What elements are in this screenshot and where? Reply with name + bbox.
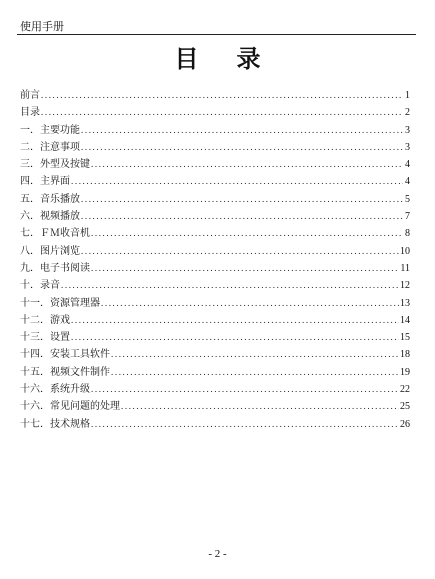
toc-entry[interactable]	[20, 225, 410, 242]
dot-leader	[41, 104, 403, 121]
toc-entry-label: 四．主界面	[20, 176, 70, 188]
table-of-contents	[20, 87, 410, 433]
dot-leader	[101, 295, 399, 312]
toc-entry-page: 11	[400, 262, 410, 274]
dot-leader	[91, 381, 399, 398]
toc-entry-label: 十．录音	[20, 280, 60, 292]
toc-entry[interactable]	[20, 87, 410, 104]
toc-entry-label: 六．视频播放	[20, 211, 80, 223]
toc-entry[interactable]	[20, 329, 410, 346]
toc-entry[interactable]	[20, 243, 410, 260]
toc-entry-page: 10	[400, 245, 410, 257]
dot-leader	[81, 191, 403, 208]
toc-entry-label: 前言	[20, 90, 40, 101]
toc-entry-label: 目录	[20, 107, 40, 119]
dot-leader	[71, 312, 399, 329]
toc-entry-page: 7	[405, 211, 410, 223]
toc-entry-label: 十三．设置	[20, 332, 70, 344]
running-header: 使用手册	[20, 20, 64, 33]
toc-entry[interactable]	[20, 122, 410, 139]
toc-entry[interactable]	[20, 173, 410, 190]
dot-leader	[111, 346, 399, 363]
toc-entry-label: 十二．游戏	[20, 314, 70, 326]
toc-entry-page: 8	[405, 228, 410, 240]
toc-entry-page: 19	[400, 366, 410, 378]
toc-entry[interactable]	[20, 208, 410, 225]
dot-leader	[71, 329, 399, 346]
dot-leader	[91, 225, 403, 242]
dot-leader	[61, 277, 399, 294]
toc-entry-label: 二．注意事项	[20, 141, 80, 153]
toc-entry-label: 八．图片浏览	[20, 245, 80, 257]
toc-entry-label: 五．音乐播放	[20, 193, 80, 205]
toc-entry-label: 十一．资源管理器	[20, 297, 100, 309]
dot-leader	[41, 87, 403, 104]
toc-entry[interactable]	[20, 398, 410, 415]
toc-entry[interactable]	[20, 416, 410, 433]
toc-entry[interactable]	[20, 277, 410, 294]
toc-entry[interactable]	[20, 312, 410, 329]
toc-entry-page: 22	[400, 384, 410, 396]
toc-entry[interactable]	[20, 191, 410, 208]
toc-entry-page: 5	[405, 193, 410, 205]
toc-entry-page: 12	[400, 280, 410, 292]
toc-entry-label: 十六．系统升级	[20, 384, 90, 396]
toc-entry-page: 3	[405, 124, 410, 136]
toc-entry-page: 13	[400, 297, 410, 309]
toc-entry[interactable]	[20, 139, 410, 156]
toc-entry[interactable]	[20, 260, 410, 277]
toc-entry-page: 3	[405, 141, 410, 153]
header-rule	[17, 34, 416, 35]
dot-leader	[81, 139, 403, 156]
page-title: 目录	[174, 45, 299, 73]
toc-entry-label: 十六．常见问题的处理	[20, 401, 120, 413]
toc-entry[interactable]	[20, 156, 410, 173]
dot-leader	[81, 243, 399, 260]
page-number: - 2 -	[208, 548, 227, 560]
dot-leader	[81, 122, 403, 139]
toc-entry-label: 十五．视频文件制作	[20, 366, 110, 378]
toc-entry-label: 十七．技术规格	[20, 418, 90, 430]
toc-entry-label: 七．ＦＭ收音机	[20, 228, 90, 240]
toc-entry-page: 26	[400, 418, 410, 430]
toc-entry-page: 2	[405, 107, 410, 119]
toc-entry[interactable]	[20, 295, 410, 312]
toc-entry-page: 15	[400, 332, 410, 344]
toc-entry[interactable]	[20, 104, 410, 121]
toc-entry-page: 18	[400, 349, 410, 361]
toc-entry-page: 4	[405, 176, 410, 188]
dot-leader	[81, 208, 403, 225]
dot-leader	[91, 260, 399, 277]
dot-leader	[71, 173, 403, 190]
dot-leader	[91, 416, 399, 433]
toc-entry-page: 4	[405, 159, 410, 171]
toc-entry-page: 14	[400, 314, 410, 326]
toc-entry[interactable]	[20, 346, 410, 363]
toc-entry[interactable]	[20, 364, 410, 381]
toc-entry-label: 一．主要功能	[20, 124, 80, 136]
toc-entry-page: 25	[400, 401, 410, 413]
toc-entry[interactable]	[20, 381, 410, 398]
dot-leader	[111, 364, 399, 381]
dot-leader	[91, 156, 403, 173]
toc-entry-page: 1	[405, 90, 410, 101]
toc-entry-label: 九．电子书阅读	[20, 262, 90, 274]
toc-entry-label: 三．外型及按键	[20, 159, 90, 171]
dot-leader	[121, 398, 399, 415]
toc-entry-label: 十四．安装工具软件	[20, 349, 110, 361]
